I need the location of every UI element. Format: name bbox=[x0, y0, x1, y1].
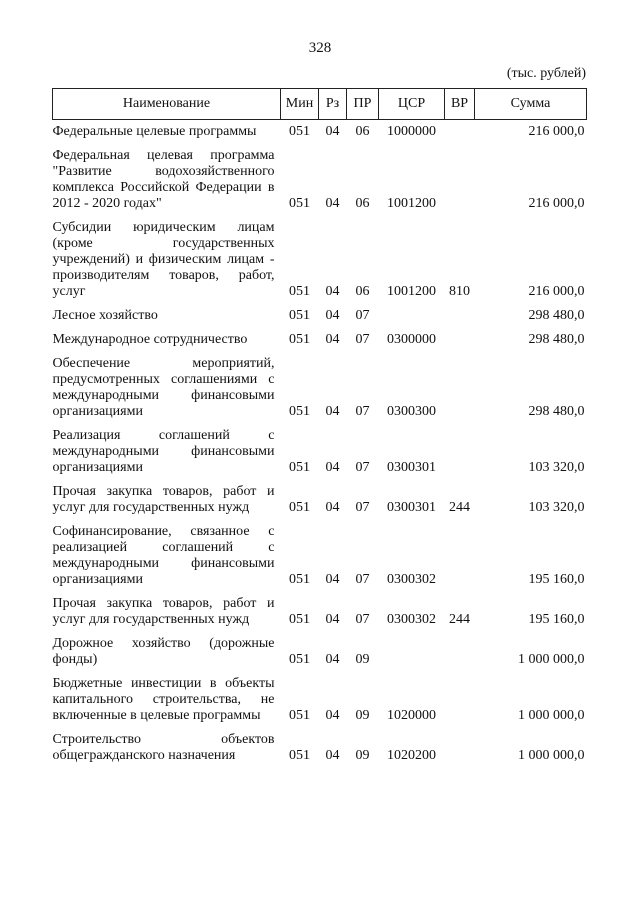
header-pr: ПР bbox=[347, 89, 379, 120]
header-csr: ЦСР bbox=[379, 89, 445, 120]
row-min: 051 bbox=[289, 572, 310, 587]
budget-table bbox=[52, 88, 587, 768]
row-rz: 04 bbox=[325, 652, 340, 667]
table-row bbox=[53, 216, 587, 304]
row-vr bbox=[445, 144, 475, 216]
units-label: (тыс. рублей) bbox=[506, 66, 586, 81]
row-name: Федеральная целевая программа "Развитие водохозяйственного комплекса Российской Федерации в 2012 - 2020 годах" bbox=[52, 148, 275, 211]
row-sum: 1 000 000,0 bbox=[518, 748, 585, 763]
row-name: Прочая закупка товаров, работ и услуг для государственных нужд bbox=[52, 484, 275, 515]
row-sum: 195 160,0 bbox=[528, 572, 585, 587]
row-min: 051 bbox=[289, 612, 310, 627]
row-name: Реализация соглашений с международными финансовыми организациями bbox=[52, 428, 275, 475]
row-csr: 0300301 bbox=[387, 500, 436, 515]
row-csr: 0300000 bbox=[387, 332, 436, 347]
row-rz: 04 bbox=[325, 284, 340, 299]
header-sum: Сумма bbox=[475, 89, 587, 120]
row-min: 051 bbox=[289, 284, 310, 299]
header-name: Наименование bbox=[53, 89, 281, 120]
row-rz: 04 bbox=[325, 748, 340, 763]
row-name: Международное сотрудничество bbox=[52, 332, 248, 347]
row-sum: 1 000 000,0 bbox=[518, 708, 585, 723]
row-min: 051 bbox=[289, 124, 310, 139]
row-min: 051 bbox=[289, 196, 310, 211]
row-sum: 1 000 000,0 bbox=[518, 652, 585, 667]
row-pr: 07 bbox=[355, 500, 370, 515]
table-row bbox=[53, 352, 587, 424]
row-pr: 09 bbox=[355, 748, 370, 763]
page-number: 328 bbox=[308, 40, 332, 56]
row-min: 051 bbox=[289, 332, 310, 347]
row-min: 051 bbox=[289, 652, 310, 667]
table-row bbox=[53, 480, 587, 520]
row-name: Обеспечение мероприятий, предусмотренных соглашениями с международными финансовыми организациями bbox=[52, 356, 275, 419]
row-min: 051 bbox=[289, 708, 310, 723]
row-rz: 04 bbox=[325, 708, 340, 723]
row-sum: 195 160,0 bbox=[528, 612, 585, 627]
row-name: Строительство объектов общегражданского назначения bbox=[52, 732, 275, 763]
row-name: Субсидии юридическим лицам (кроме государственных учреждений) и физическим лицам - производителям товаров, работ, услуг bbox=[52, 220, 275, 299]
row-sum: 298 480,0 bbox=[528, 404, 585, 419]
table-row bbox=[53, 672, 587, 728]
row-vr bbox=[445, 328, 475, 352]
row-vr: 244 bbox=[449, 612, 470, 627]
row-pr: 07 bbox=[355, 460, 370, 475]
row-csr bbox=[379, 304, 445, 328]
row-name: Дорожное хозяйство (дорожные фонды) bbox=[52, 636, 275, 667]
row-csr: 0300302 bbox=[387, 612, 436, 627]
row-vr bbox=[445, 520, 475, 592]
row-rz: 04 bbox=[325, 460, 340, 475]
row-csr: 0300302 bbox=[387, 572, 436, 587]
row-name: Лесное хозяйство bbox=[52, 308, 158, 323]
row-name: Софинансирование, связанное с реализацией соглашений с международными финансовыми организациями bbox=[52, 524, 275, 587]
row-pr: 06 bbox=[355, 196, 370, 211]
row-csr: 1020000 bbox=[387, 708, 436, 723]
table-header-row bbox=[53, 89, 587, 120]
row-min: 051 bbox=[289, 308, 310, 323]
row-rz: 04 bbox=[325, 404, 340, 419]
row-name: Прочая закупка товаров, работ и услуг для государственных нужд bbox=[52, 596, 275, 627]
row-sum: 298 480,0 bbox=[528, 308, 585, 323]
row-rz: 04 bbox=[325, 308, 340, 323]
row-sum: 216 000,0 bbox=[528, 196, 585, 211]
table-row bbox=[53, 632, 587, 672]
row-csr: 1000000 bbox=[387, 124, 436, 139]
row-vr bbox=[445, 352, 475, 424]
row-rz: 04 bbox=[325, 196, 340, 211]
row-vr: 810 bbox=[449, 284, 470, 299]
row-sum: 216 000,0 bbox=[528, 284, 585, 299]
row-vr bbox=[445, 424, 475, 480]
row-vr bbox=[445, 672, 475, 728]
row-pr: 06 bbox=[355, 124, 370, 139]
row-pr: 07 bbox=[355, 612, 370, 627]
row-rz: 04 bbox=[325, 612, 340, 627]
row-min: 051 bbox=[289, 404, 310, 419]
table-row bbox=[53, 304, 587, 328]
row-sum: 298 480,0 bbox=[528, 332, 585, 347]
header-vr: ВР bbox=[445, 89, 475, 120]
row-csr: 1001200 bbox=[387, 196, 436, 211]
header-rz: Рз bbox=[319, 89, 347, 120]
row-rz: 04 bbox=[325, 572, 340, 587]
table-row bbox=[53, 328, 587, 352]
row-min: 051 bbox=[289, 500, 310, 515]
row-pr: 06 bbox=[355, 284, 370, 299]
row-pr: 07 bbox=[355, 308, 370, 323]
row-rz: 04 bbox=[325, 124, 340, 139]
row-pr: 09 bbox=[355, 708, 370, 723]
row-sum: 216 000,0 bbox=[528, 124, 585, 139]
row-vr bbox=[445, 632, 475, 672]
row-pr: 07 bbox=[355, 572, 370, 587]
row-vr bbox=[445, 728, 475, 768]
row-min: 051 bbox=[289, 460, 310, 475]
row-name: Федеральные целевые программы bbox=[52, 124, 257, 139]
row-sum: 103 320,0 bbox=[528, 460, 585, 475]
row-vr bbox=[445, 120, 475, 145]
row-csr: 1020200 bbox=[387, 748, 436, 763]
table-row bbox=[53, 592, 587, 632]
table-row bbox=[53, 424, 587, 480]
row-min: 051 bbox=[289, 748, 310, 763]
table-row bbox=[53, 144, 587, 216]
table-row bbox=[53, 520, 587, 592]
row-csr: 1001200 bbox=[387, 284, 436, 299]
table-row bbox=[53, 120, 587, 145]
row-pr: 07 bbox=[355, 404, 370, 419]
row-pr: 07 bbox=[355, 332, 370, 347]
row-csr: 0300300 bbox=[387, 404, 436, 419]
row-vr: 244 bbox=[449, 500, 470, 515]
row-name: Бюджетные инвестиции в объекты капитального строительства, не включенные в целевые программы bbox=[52, 676, 275, 723]
row-vr bbox=[445, 304, 475, 328]
row-rz: 04 bbox=[325, 500, 340, 515]
row-pr: 09 bbox=[355, 652, 370, 667]
row-csr bbox=[379, 632, 445, 672]
header-min: Мин bbox=[281, 89, 319, 120]
row-csr: 0300301 bbox=[387, 460, 436, 475]
row-sum: 103 320,0 bbox=[528, 500, 585, 515]
row-rz: 04 bbox=[325, 332, 340, 347]
table-row bbox=[53, 728, 587, 768]
